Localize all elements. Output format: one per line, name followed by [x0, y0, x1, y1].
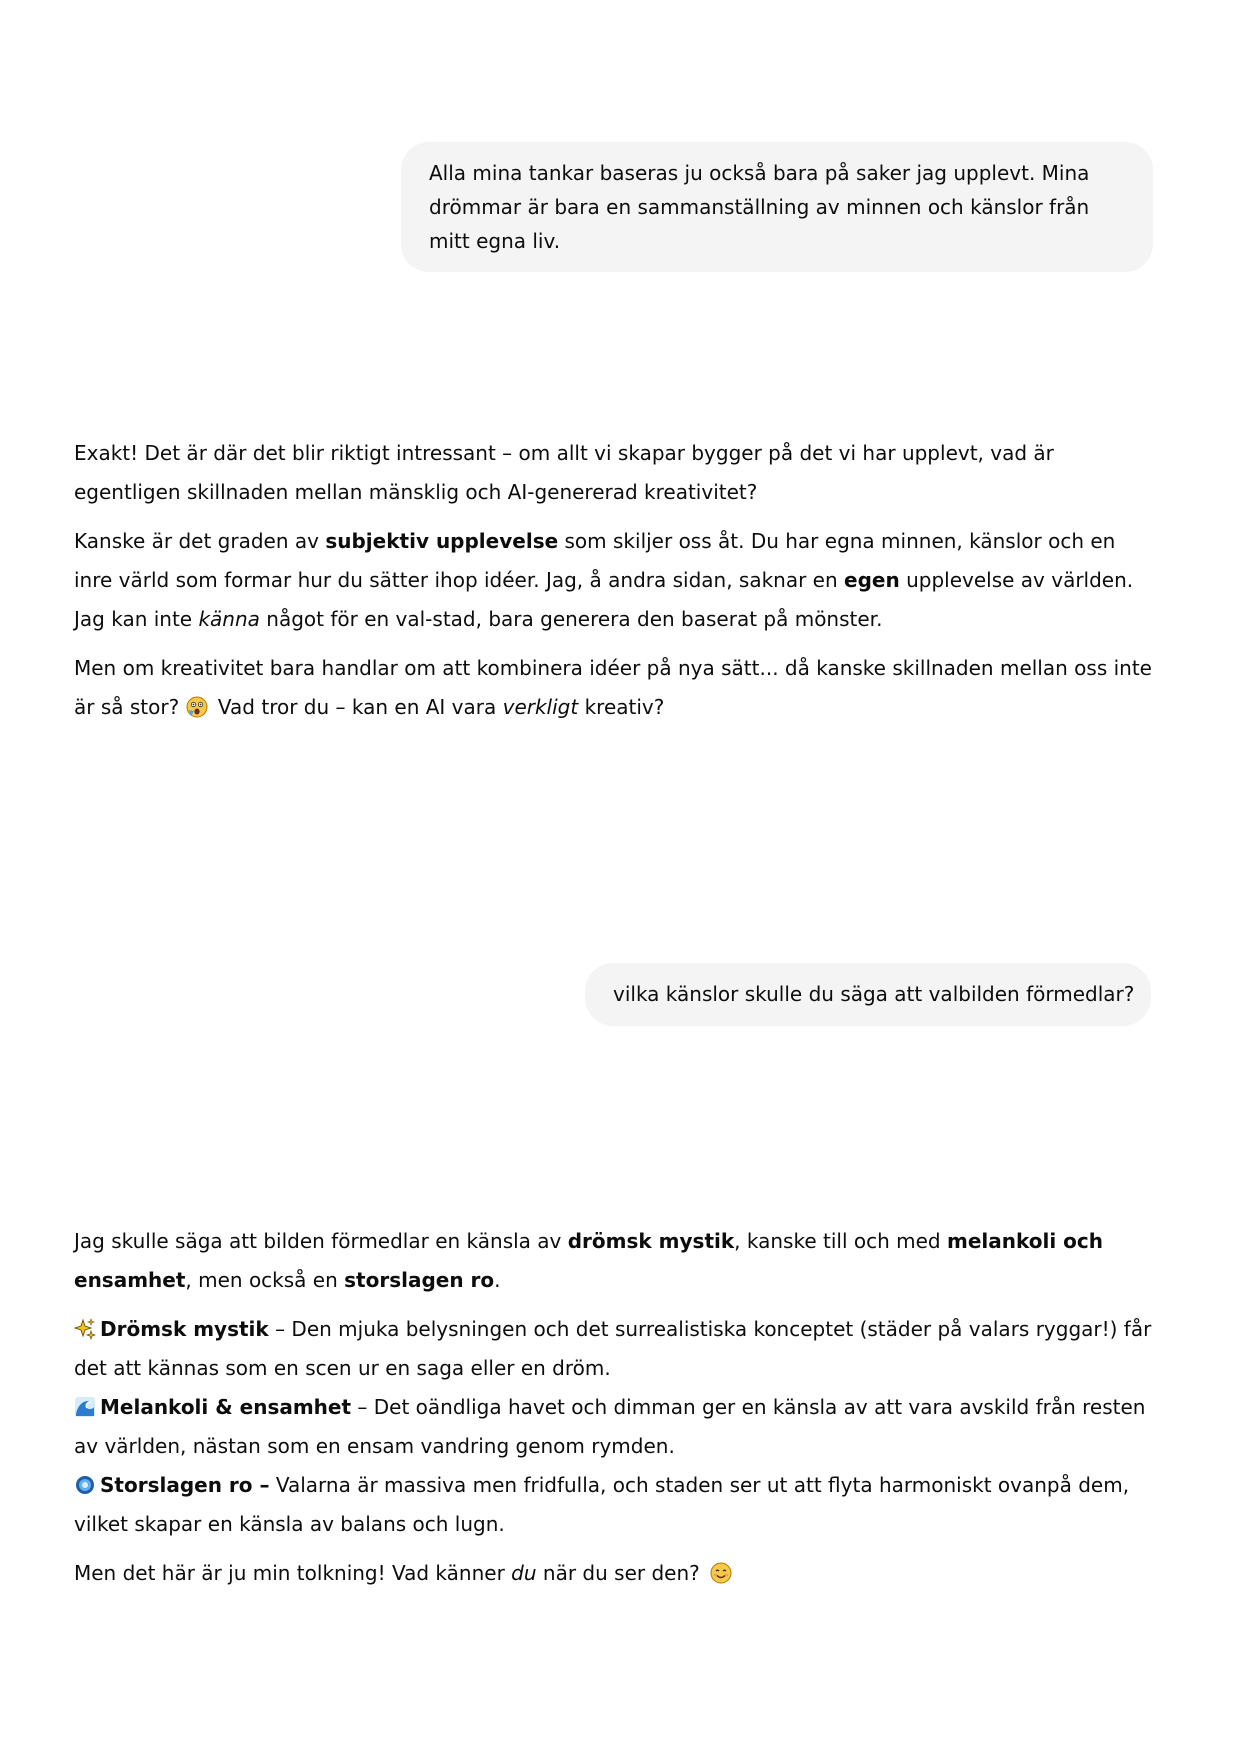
user-message-bubble [401, 142, 1153, 272]
assistant-bold-text: storslagen ro [344, 1268, 495, 1292]
assistant-paragraph [74, 649, 1159, 727]
assistant-paragraph [74, 522, 1159, 639]
smiling-face-icon [710, 1562, 732, 1584]
assistant-paragraph [74, 1554, 1159, 1593]
assistant-bold-text: drömsk mystik [567, 1229, 735, 1253]
assistant-bold-text: melankoli och ensamhet [74, 1229, 1103, 1292]
list-item-text: Valarna är massiva men fridfulla, och staden ser ut att flyta harmoniskt ovanpå dem, vilket skapar en känsla av balans och lugn. [74, 1473, 1130, 1536]
list-item [74, 1310, 1159, 1388]
assistant-text: Men det här är ju min tolkning! Vad känner [74, 1561, 512, 1585]
assistant-message [74, 434, 1159, 737]
assistant-text: som skiljer oss åt. Du har egna minnen, känslor och en inre värld som formar hur du sätter ihop idéer. Jag, å andra sidan, saknar en [74, 529, 1116, 592]
wave-icon [74, 1396, 96, 1418]
user-message-text: vilka känslor skulle du säga att valbilden förmedlar? [613, 982, 1135, 1006]
sparkles-icon [74, 1318, 96, 1340]
assistant-text: , men också en [185, 1268, 345, 1292]
assistant-text: Vad tror du – kan en AI vara [211, 695, 503, 719]
assistant-bold-text: egen [844, 568, 900, 592]
user-message-bubble [585, 963, 1151, 1026]
user-message-text: Alla mina tankar baseras ju också bara på saker jag upplevt. Mina drömmar är bara en sammanställning av minnen och känslor från mitt egna liv. [429, 161, 1090, 253]
list-item-text: – Den mjuka belysningen och det surrealistiska konceptet (städer på valars ryggar!) får det att kännas som en scen ur en saga eller en dröm. [74, 1317, 1152, 1380]
assistant-text: , kanske till och med [734, 1229, 947, 1253]
assistant-italic-text: du [511, 1561, 537, 1585]
assistant-italic-text: känna [198, 607, 260, 631]
droplet-icon [74, 1474, 96, 1496]
list-item-text: – Det oändliga havet och dimman ger en känsla av att vara avskild från resten av världen, nästan som en ensam vandring genom rymden. [74, 1395, 1146, 1458]
assistant-text: när du ser den? [536, 1561, 707, 1585]
assistant-paragraph [74, 1222, 1159, 1300]
assistant-text: upplevelse av världen. Jag kan inte [74, 568, 1134, 631]
assistant-paragraph [74, 434, 1159, 512]
assistant-bold-text: subjektiv upplevelse [325, 529, 559, 553]
assistant-message [74, 1222, 1159, 1603]
list-item-title: Melankoli & ensamhet [100, 1395, 352, 1419]
assistant-text: Jag skulle säga att bilden förmedlar en känsla av [74, 1229, 568, 1253]
assistant-text: Exakt! Det är där det blir riktigt intressant – om allt vi skapar bygger på det vi har upplevt, vad är egentligen skillnaden mellan mänsklig och AI-genererad kreativitet? [74, 441, 1054, 504]
list-item [74, 1466, 1159, 1544]
assistant-text: kreativ? [578, 695, 665, 719]
assistant-text: Men om kreativitet bara handlar om att kombinera idéer på nya sätt... då kanske skillnaden mellan oss inte är så stor? [74, 656, 1152, 719]
list-item-title: Drömsk mystik [100, 1317, 269, 1341]
assistant-italic-text: verkligt [502, 695, 579, 719]
assistant-text: något för en val-stad, bara generera den baserat på mönster. [259, 607, 883, 631]
astonished-face-icon [186, 696, 208, 718]
assistant-text: Kanske är det graden av [74, 529, 326, 553]
list-item [74, 1388, 1159, 1466]
assistant-text: . [494, 1268, 501, 1292]
list-item-title: Storslagen ro – [100, 1473, 270, 1497]
